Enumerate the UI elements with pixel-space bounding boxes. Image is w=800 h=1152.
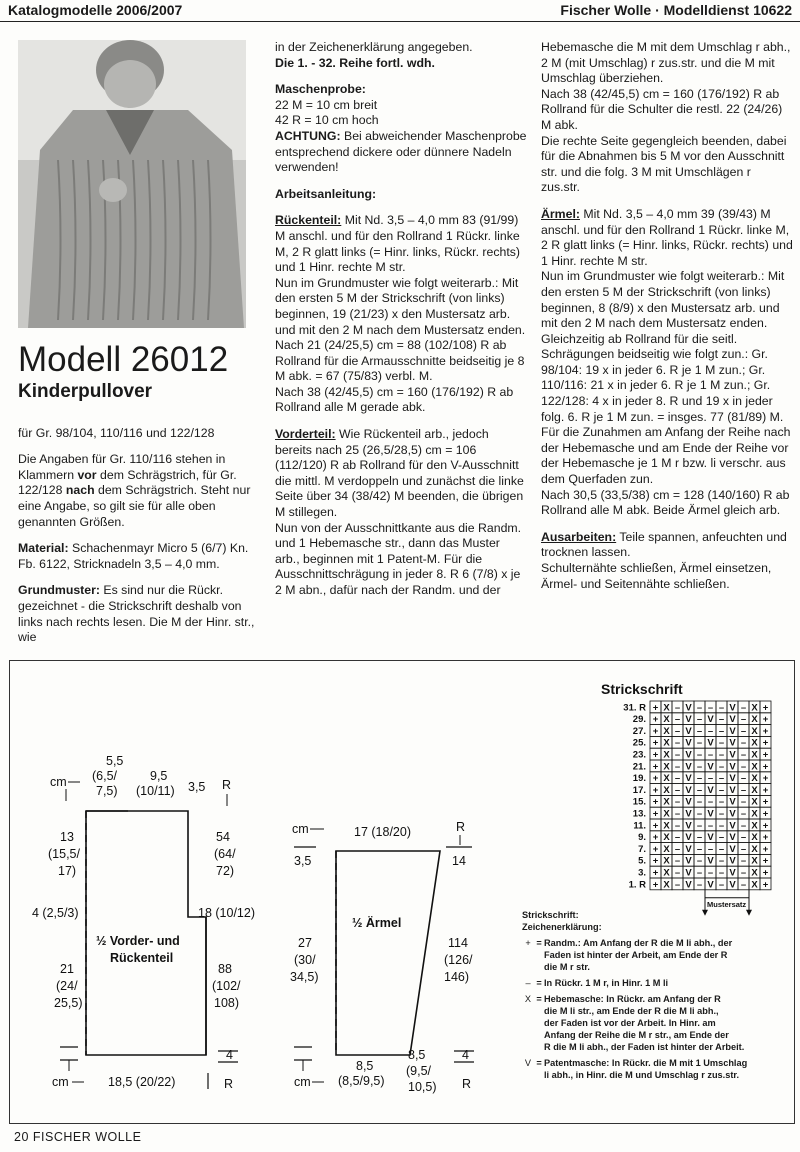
size-note: Die Angaben für Gr. 110/116 stehen in Klammern vor dem Schrägstrich, für Gr. 122/128 nach dem Schrägstrich. Steht nur eine Angabe, so gilt sie für alle oben genannten Größen.	[18, 452, 251, 529]
chart-symbol: –	[718, 879, 725, 891]
chart-symbol: V	[729, 820, 736, 832]
chart-row-label: 15.	[632, 796, 646, 808]
chart-symbol: –	[674, 737, 681, 749]
chart-symbol: –	[674, 702, 681, 714]
chart-symbol: –	[740, 784, 747, 796]
sleeve-bottom-width-2: (8,5/9,5)	[338, 1074, 385, 1088]
chart-symbol: –	[674, 714, 681, 726]
chart-symbol: V	[685, 784, 692, 796]
chart-symbol: +	[762, 820, 769, 832]
chart-symbol: +	[652, 749, 659, 761]
chart-symbol: V	[685, 796, 692, 808]
chart-symbol: V	[685, 808, 692, 820]
sleeve-bottom-rows: 4	[462, 1048, 469, 1062]
chart-symbol: –	[718, 808, 725, 820]
chart-symbol: –	[740, 855, 747, 867]
chart-symbol: V	[685, 737, 692, 749]
legend-item-links: – = In Rückr. 1 M r, in Hinr. 1 M li	[525, 978, 669, 988]
chart-symbol: X	[663, 749, 670, 761]
chart-symbol: V	[685, 820, 692, 832]
chart-symbol: –	[718, 820, 725, 832]
text-column-1	[18, 340, 258, 657]
chart-symbol: X	[663, 820, 670, 832]
chart-symbol: –	[674, 796, 681, 808]
chart-symbol: –	[718, 796, 725, 808]
material: Material: Schachenmayr Micro 5 (6/7) Kn. Fb. 6122, Stricknadeln 3,5 – 4,0 mm.	[18, 541, 249, 571]
chart-symbol: X	[663, 773, 670, 785]
repeat-note: Die 1. - 32. Reihe fortl. wdh.	[275, 55, 435, 70]
chart-symbol: V	[707, 855, 714, 867]
sleeve-bottom-cm: cm	[294, 1075, 311, 1089]
chart-symbol: –	[674, 773, 681, 785]
text-column-3	[541, 40, 793, 603]
chart-symbol: –	[718, 702, 725, 714]
chart-row-label: 1. R	[628, 879, 646, 891]
chart-symbol: X	[751, 843, 758, 855]
body-title-2: Rückenteil	[110, 951, 174, 965]
side-height-2: (24/	[56, 979, 78, 993]
chart-symbol: V	[729, 702, 736, 714]
chart-symbol: V	[707, 784, 714, 796]
bottom-cm: cm	[52, 1075, 69, 1089]
chart-row-label: 25.	[632, 737, 646, 749]
chart-symbol: –	[740, 879, 747, 891]
bottom-r: R	[224, 1077, 234, 1091]
chart-symbol: –	[740, 796, 747, 808]
vorderteil: Vorderteil: Wie Rückenteil arb., jedoch bereits nach 25 (26,5/28,5) cm = 106 (112/120) R ab Rollrand für den V-Ausschnitt die mittl. M verdoppeln und zunächst die linke Seite über 34 (38/42) M beenden, die übrigen M stillegen. Nun von der Ausschnittkante aus die Randm. und 1 Hebemasche str., dann das Muster arb., beginnen mit 1 Patent-M. Für die Ausschnittschrägung in jeder 8. R 6 (7/8) x je 2 M abn., dafür nach der Randm. und der	[275, 427, 524, 597]
chart-symbol: V	[729, 714, 736, 726]
chart-row-label: 23.	[632, 749, 646, 761]
chart-symbol: –	[740, 820, 747, 832]
chart-symbol: +	[762, 773, 769, 785]
chart-symbol: V	[685, 879, 692, 891]
armhole-right: 18 (10/12)	[198, 906, 255, 920]
legend-item-randm: + = Randm.: Am Anfang der R die M li abh., der Faden ist hinter der Arbeit, am Ende der R die M r str.	[525, 938, 733, 972]
armhole-left: 4 (2,5/3)	[32, 906, 79, 920]
chart-symbol: –	[740, 843, 747, 855]
side-height-3: 25,5)	[54, 996, 83, 1010]
chart-symbol: +	[762, 714, 769, 726]
bottom-width: 18,5 (20/22)	[108, 1075, 176, 1089]
chart-symbol: –	[674, 843, 681, 855]
chart-symbol: –	[696, 749, 703, 761]
chart-symbol: X	[751, 879, 758, 891]
chart-symbol: –	[696, 714, 703, 726]
chart-symbol: –	[740, 749, 747, 761]
sleeve-bottom-width2-2: (9,5/	[406, 1064, 432, 1078]
chart-symbol: –	[707, 843, 714, 855]
sleeve-height-2: (30/	[294, 953, 316, 967]
chart-symbol: V	[685, 773, 692, 785]
chart-symbol: V	[707, 737, 714, 749]
chart-symbol: X	[751, 737, 758, 749]
chart-symbol: V	[707, 808, 714, 820]
chart-symbol: X	[663, 725, 670, 737]
sleeve-height-1: 27	[298, 936, 312, 950]
chart-symbol: –	[707, 867, 714, 879]
chart-symbol: –	[740, 761, 747, 773]
chart-symbol: –	[696, 820, 703, 832]
chart-symbol: –	[674, 784, 681, 796]
chart-symbol: X	[663, 808, 670, 820]
header-rule	[0, 21, 800, 22]
neck-depth-1: 13	[60, 830, 74, 844]
chart-symbol: –	[707, 702, 714, 714]
chart-row-label: 17.	[632, 784, 646, 796]
body-title-1: ½ Vorder- und	[96, 934, 180, 948]
chart-symbol: –	[696, 879, 703, 891]
chart-symbol: –	[718, 749, 725, 761]
chart-symbol: –	[696, 808, 703, 820]
legend-item-hebemasche: X = Hebemasche: In Rückr. am Anfang der R die M li str., am Ende der R die M li abh., der Faden ist vor der Arbeit. In Hinr. am Anfang der Reihe die M r str., am Ende der R die M li abh., der Faden ist hinter der Arbeit.	[524, 994, 745, 1052]
sleeve-title: ½ Ärmel	[352, 916, 402, 930]
chart-title: Strickschrift	[601, 681, 683, 697]
chart-row-label: 31. R	[623, 702, 646, 714]
rows-upper-3: 72)	[216, 864, 235, 878]
chart-row-label: 19.	[632, 773, 646, 785]
sleeve-rows-2: (126/	[444, 953, 473, 967]
chart-symbol: X	[751, 855, 758, 867]
chart-symbol: –	[740, 832, 747, 844]
chart-symbol: –	[674, 820, 681, 832]
chart-symbol: –	[718, 867, 725, 879]
chart-symbol: –	[674, 867, 681, 879]
chart-symbol: +	[762, 867, 769, 879]
chart-symbol: +	[652, 773, 659, 785]
chart-symbol: –	[674, 855, 681, 867]
chart-symbol: V	[729, 761, 736, 773]
chart-symbol: V	[707, 714, 714, 726]
sleeve-rows-3: 146)	[444, 970, 470, 984]
chart-symbol: X	[751, 867, 758, 879]
chart-row-label: 5.	[638, 855, 646, 867]
rows-upper-1: 54	[216, 830, 230, 844]
chart-symbol: –	[674, 761, 681, 773]
chart-row-label: 21.	[632, 761, 646, 773]
chart-symbol: +	[652, 761, 659, 773]
chart-symbol: X	[751, 773, 758, 785]
chart-symbol: X	[751, 761, 758, 773]
chart-symbol: –	[674, 879, 681, 891]
chart-symbol: V	[685, 725, 692, 737]
chart-symbol: –	[696, 867, 703, 879]
sleeve-top-width: 17 (18/20)	[354, 825, 411, 839]
chart-grid	[623, 701, 771, 916]
chart-symbol: +	[762, 832, 769, 844]
chart-symbol: X	[663, 879, 670, 891]
chart-symbol: +	[762, 725, 769, 737]
sleeve-top-rows-left: 3,5	[294, 854, 312, 868]
chart-symbol: V	[707, 832, 714, 844]
sleeve-top-cm: cm	[292, 822, 309, 836]
chart-symbol: +	[762, 796, 769, 808]
chart-symbol: +	[652, 725, 659, 737]
neck-width-1: 5,5	[106, 754, 124, 768]
neck-depth-2: (15,5/	[48, 847, 80, 861]
grundmuster-cont: in der Zeichenerklärung angegeben.	[275, 40, 473, 54]
chart-symbol: X	[751, 702, 758, 714]
chart-symbol: X	[663, 702, 670, 714]
chart-symbol: V	[707, 879, 714, 891]
chart-symbol: +	[652, 832, 659, 844]
chart-symbol: +	[762, 702, 769, 714]
sleeve-height-3: 34,5)	[290, 970, 319, 984]
chart-symbol: V	[729, 773, 736, 785]
chart-symbol: –	[696, 773, 703, 785]
chart-symbol: –	[740, 773, 747, 785]
sleeve-bottom-r: R	[462, 1077, 472, 1091]
chart-symbol: –	[718, 855, 725, 867]
chart-symbol: V	[685, 867, 692, 879]
chart-symbol: –	[718, 843, 725, 855]
chart-symbol: –	[740, 808, 747, 820]
chart-symbol: X	[751, 796, 758, 808]
chart-symbol: X	[663, 737, 670, 749]
chart-symbol: X	[751, 714, 758, 726]
chart-symbol: V	[729, 737, 736, 749]
chart-symbol: +	[652, 879, 659, 891]
chart-symbol: –	[696, 832, 703, 844]
chart-symbol: X	[751, 820, 758, 832]
chart-symbol: –	[696, 725, 703, 737]
sleeve-bottom-width2-1: 8,5	[408, 1048, 426, 1062]
top-r: R	[222, 778, 232, 792]
legend-title-1: Strickschrift:	[522, 910, 579, 920]
sleeve-rows-1: 114	[448, 936, 468, 950]
shoulder-width-2: (10/11)	[136, 784, 175, 798]
chart-symbol: V	[685, 714, 692, 726]
neck-depth-3: 17)	[58, 864, 77, 878]
repeat-label: Mustersatz	[707, 899, 747, 909]
chart-symbol: V	[685, 832, 692, 844]
chart-symbol: –	[696, 737, 703, 749]
sizes: für Gr. 98/104, 110/116 und 122/128	[18, 425, 215, 440]
top-rows: 3,5	[188, 780, 206, 794]
chart-symbol: –	[707, 749, 714, 761]
chart-row-label: 9.	[638, 832, 646, 844]
chart-symbol: V	[729, 843, 736, 855]
chart-row-label: 27.	[632, 725, 646, 737]
chart-symbol: –	[674, 725, 681, 737]
aermel: Ärmel: Mit Nd. 3,5 – 4,0 mm 39 (39/43) M anschl. und für den Rollrand 1 Rückr. linke M, 2 R glatt links (= Hinr. links, Rückr. rechts) und 1 Hinr. rechte M str. Nun im Grundmuster wie folgt weiterarb.: Mit den ersten 5 M der Strickschrift (von links) beginnen, 8 (8/9) x den Mustersatz arb. und mit den 2 M nach dem Mustersatz enden. Gleichzeitig ab Rollrand für die seitl. Schrägungen beidseitig wie folgt zun.: Gr. 98/104: 19 x in jeder 6. R je 1 M zun.; Gr. 110/116: 21 x in jeder 6. R je 1 M zun.; Gr. 122/128: 4 x in jeder 8. R und 19 x in jeder folg. 6. R je 1 M zun. = insges. 77 (81/89) M. Für die Zunahmen am Anfang der Reihe nach der Hebemasche und am Ende der Reihe vor der Hebemasche je 1 M r bzw. li verschr. aus dem Querfaden zun. Nach 30,5 (33,5/38) cm = 128 (140/160) R ab Rollrand alle M abk. Beide Ärmel gleich arb.	[541, 206, 793, 518]
chart-symbol: V	[707, 761, 714, 773]
chart-symbol: +	[762, 879, 769, 891]
chart-symbol: –	[696, 855, 703, 867]
arbeitsanleitung-heading: Arbeitsanleitung:	[275, 186, 377, 201]
schematics-frame	[9, 660, 795, 1124]
chart-symbol: V	[729, 725, 736, 737]
chart-symbol: X	[663, 796, 670, 808]
chart-symbol: V	[729, 832, 736, 844]
grundmuster: Grundmuster: Es sind nur die Rückr. gezeichnet - die Strickschrift deshalb von links nach rechts lesen. Die M der Hinr. str., wie	[18, 583, 255, 645]
header-modeldienst: Fischer Wolle · Modelldienst 10622	[560, 2, 792, 18]
rows-upper-2: (64/	[214, 847, 236, 861]
chart-symbol: –	[718, 773, 725, 785]
chart-symbol: X	[751, 832, 758, 844]
chart-symbol: X	[751, 808, 758, 820]
chart-symbol: V	[685, 749, 692, 761]
top-cm: cm	[50, 775, 67, 789]
chart-symbol: –	[718, 714, 725, 726]
chart-symbol: +	[652, 867, 659, 879]
chart-symbol: X	[663, 832, 670, 844]
chart-symbol: –	[740, 867, 747, 879]
ausarbeiten: Ausarbeiten: Teile spannen, anfeuchten und trocknen lassen. Schulternähte schließen, Ärmel einsetzen, Ärmel- und Seitennähte schließen.	[541, 529, 787, 591]
chart-symbol: V	[685, 702, 692, 714]
chart-symbol: –	[740, 702, 747, 714]
chart-symbol: +	[762, 855, 769, 867]
sleeve-top-r: R	[456, 820, 466, 834]
chart-symbol: V	[729, 855, 736, 867]
model-subtitle: Kinderpullover	[18, 381, 153, 402]
chart-symbol: X	[663, 867, 670, 879]
chart-symbol: V	[729, 796, 736, 808]
chart-symbol: –	[740, 725, 747, 737]
chart-symbol: +	[652, 714, 659, 726]
chart-symbol: –	[718, 761, 725, 773]
chart-symbol: X	[663, 714, 670, 726]
chart-symbol: X	[663, 843, 670, 855]
chart-symbol: –	[696, 784, 703, 796]
legend-item-patentmasche: V = Patentmasche: In Rückr. die M mit 1 Umschlag li abh., in Hinr. die M und Umschlag r zus.str.	[524, 1058, 748, 1080]
chart-symbol: V	[685, 761, 692, 773]
rueckenteil: Rückenteil: Mit Nd. 3,5 – 4,0 mm 83 (91/99) M anschl. und für den Rollrand 1 Rückr. linke M, 2 R glatt links (= Hinr. links, Rückr. rechts) und 1 Hinr. rechte M str. Nun im Grundmuster wie folgt weiterarb.: Mit den ersten 5 M der Strickschrift (von links) beginnen, 19 (21/23) x den Mustersatz arb. und mit den 2 M nach dem Mustersatz enden. Nach 21 (24/25,5) cm = 88 (102/108) R ab Rollrand für die Armausschnitte beidseitig je 8 M abk. = 67 (75/83) verbl. M. Nach 38 (42/45,5) cm = 160 (176/192) R ab Rollrand alle M gerade abk.	[275, 213, 526, 415]
chart-row-label: 3.	[638, 867, 646, 879]
side-height-1: 21	[60, 962, 74, 976]
chart-symbol: –	[674, 749, 681, 761]
chart-symbol: –	[707, 773, 714, 785]
chart-symbol: +	[652, 796, 659, 808]
text-column-2	[275, 40, 527, 610]
model-photo	[18, 40, 246, 328]
chart-symbol: –	[696, 796, 703, 808]
chart-symbol: +	[762, 843, 769, 855]
legend-title-2: Zeichenerklärung:	[522, 922, 602, 932]
sleeve-bottom-width-1: 8,5	[356, 1059, 374, 1073]
chart-symbol: V	[729, 808, 736, 820]
legend	[522, 909, 790, 1081]
chart-symbol: –	[718, 725, 725, 737]
rows-lower-1: 88	[218, 962, 232, 976]
maschenprobe: Maschenprobe: 22 M = 10 cm breit 42 R = 10 cm hoch ACHTUNG: Bei abweichender Maschenprobe entsprechend dickere oder dünnere Nadeln verwenden!	[275, 82, 527, 175]
chart-symbol: –	[718, 737, 725, 749]
knitting-chart	[601, 681, 771, 916]
chart-symbol: –	[696, 761, 703, 773]
chart-symbol: –	[674, 808, 681, 820]
chart-symbol: X	[663, 784, 670, 796]
chart-symbol: –	[674, 832, 681, 844]
header-catalog-title: Katalogmodelle 2006/2007	[8, 2, 183, 18]
chart-symbol: –	[740, 737, 747, 749]
chart-symbol: V	[685, 843, 692, 855]
chart-symbol: +	[652, 855, 659, 867]
vorderteil-cont: Hebemasche die M mit dem Umschlag r abh., 2 M (mit Umschlag) r zus.str. und die M mit Umschlag überziehen. Nach 38 (42/45,5) cm = 160 (176/192) R ab Rollrand für die Schulter die restl. 22 (24/26) M abk. Die rechte Seite gegengleich beenden, dabei für die Abnahmen bis 5 M vor den Ausschnitt str. und die folg. 3 M mit Umschlägen r zus.str.	[541, 40, 791, 195]
shoulder-width-1: 9,5	[150, 769, 168, 783]
chart-symbol: –	[707, 796, 714, 808]
chart-symbol: +	[652, 737, 659, 749]
chart-symbol: +	[762, 784, 769, 796]
chart-symbol: X	[663, 761, 670, 773]
chart-symbol: –	[707, 725, 714, 737]
chart-symbol: –	[718, 832, 725, 844]
chart-symbol: X	[751, 784, 758, 796]
chart-symbol: +	[762, 761, 769, 773]
neck-width-2: (6,5/	[92, 769, 118, 783]
chart-row-label: 29.	[632, 714, 646, 726]
rows-lower-3: 108)	[214, 996, 240, 1010]
chart-symbol: –	[696, 843, 703, 855]
sleeve-top-rows-right: 14	[452, 854, 466, 868]
chart-symbol: V	[729, 749, 736, 761]
chart-symbol: –	[696, 702, 703, 714]
chart-symbol: +	[652, 784, 659, 796]
sleeve-bottom-width2-3: 10,5)	[408, 1080, 437, 1094]
page-footer: 20 FISCHER WOLLE	[14, 1130, 142, 1144]
chart-symbol: +	[652, 843, 659, 855]
chart-symbol: V	[729, 784, 736, 796]
chart-row-label: 7.	[638, 843, 646, 855]
chart-symbol: X	[663, 855, 670, 867]
chart-symbol: V	[685, 855, 692, 867]
body-schematic	[32, 754, 255, 1091]
rows-lower-2: (102/	[212, 979, 241, 993]
chart-symbol: +	[652, 820, 659, 832]
chart-row-label: 11.	[633, 820, 646, 832]
chart-symbol: –	[740, 714, 747, 726]
sleeve-schematic	[290, 820, 474, 1094]
chart-symbol: –	[718, 784, 725, 796]
chart-symbol: +	[652, 702, 659, 714]
chart-symbol: X	[751, 725, 758, 737]
chart-row-label: 13.	[632, 808, 646, 820]
chart-symbol: –	[707, 820, 714, 832]
bottom-rows: 4	[226, 1048, 233, 1062]
chart-symbol: +	[762, 737, 769, 749]
model-title: Modell 26012	[18, 340, 229, 379]
neck-width-3: 7,5)	[96, 784, 118, 798]
chart-symbol: V	[729, 879, 736, 891]
chart-symbol: V	[729, 867, 736, 879]
chart-symbol: +	[762, 808, 769, 820]
chart-symbol: X	[751, 749, 758, 761]
chart-symbol: +	[652, 808, 659, 820]
chart-symbol: +	[762, 749, 769, 761]
